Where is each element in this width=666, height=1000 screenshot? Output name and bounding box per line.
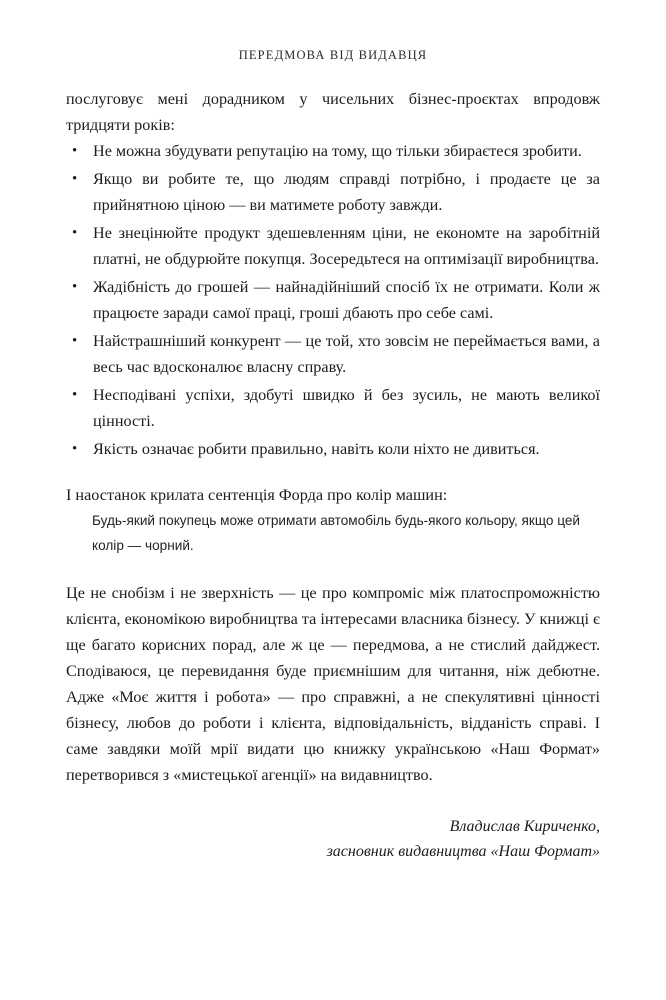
page-body [66,86,600,864]
signature-role: засновник видавництва «Наш Формат» [326,843,600,860]
list-item: • Якщо ви робите те, що людям справді потрібно, і продаєте це за прийнятною ціною — ви матимете роботу завжди. [66,166,600,219]
lead-in-paragraph: І наостанок крилата сентенція Форда про колір машин: [66,486,448,504]
closing-paragraph: Це не снобізм і не зверхність — це про компроміс між платоспроможністю клієнта, економікою виробництва та інтересами власника бізнесу. У книжці є ще багато корисних порад, але ж це — передмова, а не стислий дайджест. Сподіваюся, це перевидання буде приємнішим для читання, ніж дебютне. Адже «Моє життя і робота» — про справжні, а не спекулятивні цінності бізнесу, любов до роботи і клієнта, відповідальність, відданість справі. І саме завдяки моїй мрії видати цю книжку українською «Наш Формат» перетворився з «мистецької агенції» на видавництво. [66,584,600,784]
list-item: • Жадібність до грошей — найнадійніший спосіб їх не отримати. Коли ж працюєте заради самої праці, гроші дбають про себе самі. [66,274,600,327]
pull-quote: Будь-який покупець може отримати автомобіль будь-якого кольору, якщо цей колір — чорний. [92,513,580,553]
list-item: • Не можна збудувати репутацію на тому, що тільки збираєтеся зробити. [66,138,600,165]
signature-block [66,814,600,864]
list-item: • Найстрашніший конкурент — це той, хто зовсім не переймається вами, а весь час вдосконалює власну справу. [66,328,600,381]
list-item: • Несподівані успіхи, здобуті швидко й без зусиль, не мають великої цінності. [66,382,600,435]
list-item: • Якість означає робити правильно, навіть коли ніхто не дивиться. [66,436,600,463]
running-head: ПЕРЕДМОВА ВІД ВИДАВЦЯ [238,48,428,62]
bullet-list [66,138,600,462]
list-item: • Не знецінюйте продукт здешевленням ціни, не економте на заробітній платні, не обдурюйте покупця. Зосередьтеся на оптимізації виробництва. [66,220,600,273]
signature-name: Владислав Кириченко, [449,818,600,835]
continued-paragraph: послуговує мені дорадником у чисельних бізнес-проєктах впродовж тридцяти років: [66,90,600,134]
